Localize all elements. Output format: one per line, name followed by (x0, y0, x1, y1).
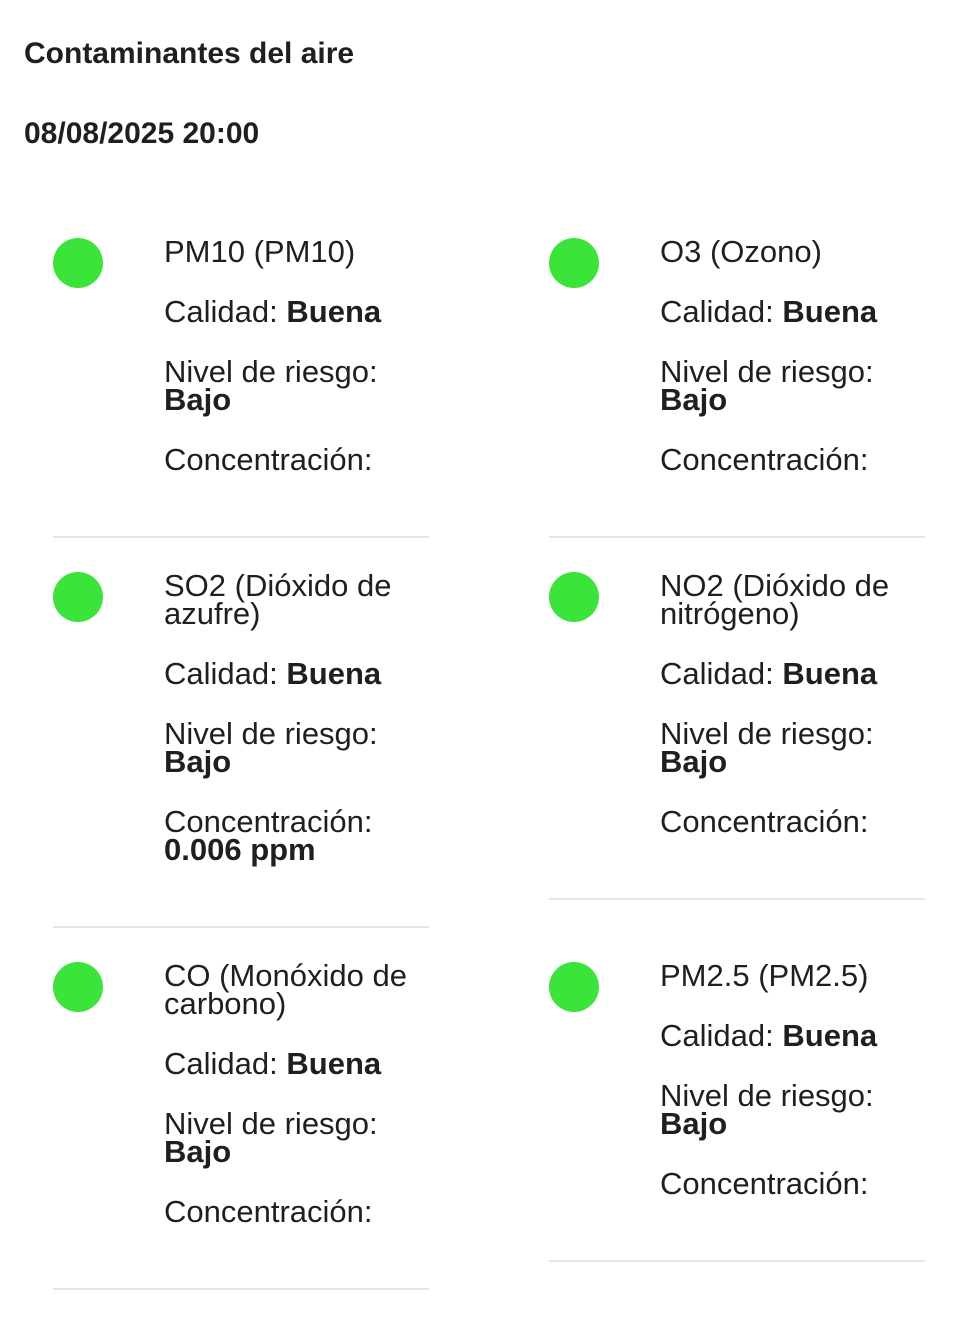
pollutant-name: NO2 (Dióxido de nitrógeno) (660, 568, 890, 631)
concentration-row (660, 442, 925, 477)
quality-row (164, 656, 429, 691)
risk-row (660, 354, 925, 417)
status-indicator-icon (549, 572, 599, 622)
risk-row (660, 1078, 925, 1141)
concentration-label: Concentración: (660, 804, 869, 839)
pollutant-name: PM10 (PM10) (164, 234, 356, 269)
concentration-row (164, 442, 429, 477)
measurement-datetime: 08/08/2025 20:00 (24, 117, 260, 150)
pollutant-card-co (53, 952, 429, 1290)
quality-label: Calidad: (660, 656, 774, 691)
quality-value: Buena (782, 656, 878, 691)
pollutant-name: PM2.5 (PM2.5) (660, 958, 869, 993)
risk-label: Nivel de riesgo: (164, 354, 378, 389)
quality-row (660, 656, 925, 691)
concentration-label: Concentración: (164, 804, 373, 839)
risk-row (164, 716, 429, 779)
quality-label: Calidad: (164, 1046, 278, 1081)
pollutant-name: SO2 (Dióxido de azufre) (164, 568, 392, 631)
risk-value: Bajo (660, 744, 728, 779)
pollutant-name: CO (Monóxido de carbono) (164, 958, 407, 1021)
quality-row (164, 1046, 429, 1081)
concentration-label: Concentración: (660, 1166, 869, 1201)
risk-value: Bajo (164, 1134, 232, 1169)
risk-row (660, 716, 925, 779)
risk-row (164, 1106, 429, 1169)
quality-row (164, 294, 429, 329)
status-indicator-icon (549, 238, 599, 288)
risk-row (164, 354, 429, 417)
concentration-row (660, 1166, 925, 1201)
risk-label: Nivel de riesgo: (660, 1078, 874, 1113)
concentration-label: Concentración: (660, 442, 869, 477)
page-title: Contaminantes del aire (24, 37, 355, 70)
pollutant-card-no2 (549, 562, 925, 900)
pollutant-card-pm10 (53, 228, 429, 538)
status-indicator-icon (53, 238, 103, 288)
concentration-row (164, 804, 429, 867)
quality-label: Calidad: (660, 294, 774, 329)
quality-value: Buena (286, 1046, 382, 1081)
concentration-row (660, 804, 925, 839)
concentration-row (164, 1194, 429, 1229)
quality-label: Calidad: (660, 1018, 774, 1053)
risk-value: Bajo (164, 744, 232, 779)
pollutant-card-so2 (53, 562, 429, 928)
status-indicator-icon (53, 962, 103, 1012)
status-indicator-icon (549, 962, 599, 1012)
pollutant-name: O3 (Ozono) (660, 234, 822, 269)
quality-row (660, 294, 925, 329)
risk-value: Bajo (164, 382, 232, 417)
risk-label: Nivel de riesgo: (660, 354, 874, 389)
pollutant-card-pm25 (549, 952, 925, 1262)
status-indicator-icon (53, 572, 103, 622)
risk-label: Nivel de riesgo: (164, 716, 378, 751)
concentration-label: Concentración: (164, 1194, 373, 1229)
concentration-value: 0.006 ppm (164, 832, 316, 867)
pollutant-card-o3 (549, 228, 925, 538)
quality-value: Buena (286, 656, 382, 691)
quality-label: Calidad: (164, 656, 278, 691)
quality-value: Buena (782, 294, 878, 329)
quality-value: Buena (782, 1018, 878, 1053)
risk-value: Bajo (660, 382, 728, 417)
quality-label: Calidad: (164, 294, 278, 329)
risk-label: Nivel de riesgo: (164, 1106, 378, 1141)
risk-value: Bajo (660, 1106, 728, 1141)
concentration-label: Concentración: (164, 442, 373, 477)
quality-row (660, 1018, 925, 1053)
quality-value: Buena (286, 294, 382, 329)
risk-label: Nivel de riesgo: (660, 716, 874, 751)
